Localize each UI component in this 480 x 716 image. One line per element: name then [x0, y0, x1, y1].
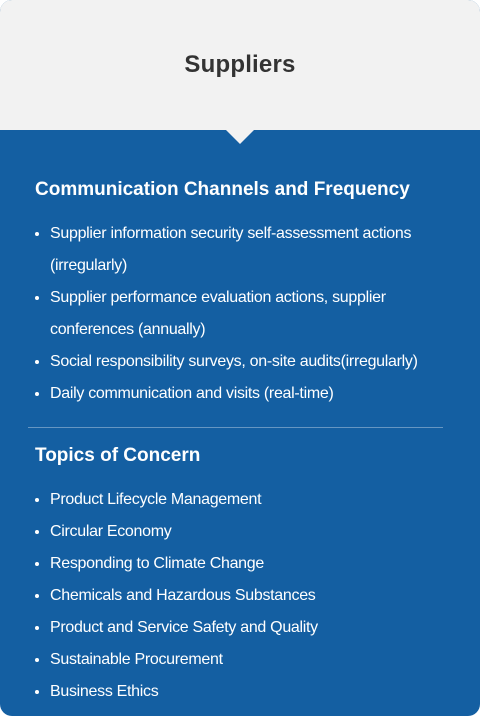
list-item [35, 218, 445, 282]
list-item-text: Daily communication and visits (real-time) [50, 385, 334, 402]
header-pointer-arrow [226, 130, 254, 144]
card-header [0, 0, 480, 130]
communication-section [0, 130, 480, 410]
list-item-text: Sustainable Procurement [50, 651, 223, 668]
communication-list [35, 218, 445, 410]
list-item-text: Social responsibility surveys, on-site audits(irregularly) [50, 353, 418, 370]
list-item-text: Supplier information security self-assessment actions (irregularly) [50, 225, 412, 274]
list-item [35, 548, 445, 580]
topics-section-title: Topics of Concern [35, 445, 201, 466]
bullet-icon [35, 530, 39, 534]
list-item [35, 612, 445, 644]
topics-list [35, 484, 445, 708]
bullet-icon [35, 392, 39, 396]
list-item-text: Chemicals and Hazardous Substances [50, 587, 316, 604]
list-item [35, 378, 445, 410]
list-item-text: Circular Economy [50, 523, 172, 540]
bullet-icon [35, 658, 39, 662]
card-title: Suppliers [184, 51, 296, 78]
bullet-icon [35, 690, 39, 694]
list-item [35, 580, 445, 612]
bullet-icon [35, 360, 39, 364]
bullet-icon [35, 626, 39, 630]
bullet-icon [35, 232, 39, 236]
list-item [35, 484, 445, 516]
bullet-icon [35, 296, 39, 300]
card-body [0, 130, 480, 708]
list-item-text: Product Lifecycle Management [50, 491, 262, 508]
bullet-icon [35, 498, 39, 502]
list-item-text: Business Ethics [50, 683, 159, 700]
topics-section [0, 428, 480, 708]
bullet-icon [35, 562, 39, 566]
list-item [35, 282, 445, 346]
list-item [35, 346, 445, 378]
list-item [35, 644, 445, 676]
list-item [35, 676, 445, 708]
list-item-text: Responding to Climate Change [50, 555, 264, 572]
communication-section-title: Communication Channels and Frequency [35, 179, 410, 200]
list-item [35, 516, 445, 548]
list-item-text: Supplier performance evaluation actions, supplier conferences (annually) [50, 289, 386, 338]
bullet-icon [35, 594, 39, 598]
list-item-text: Product and Service Safety and Quality [50, 619, 318, 636]
